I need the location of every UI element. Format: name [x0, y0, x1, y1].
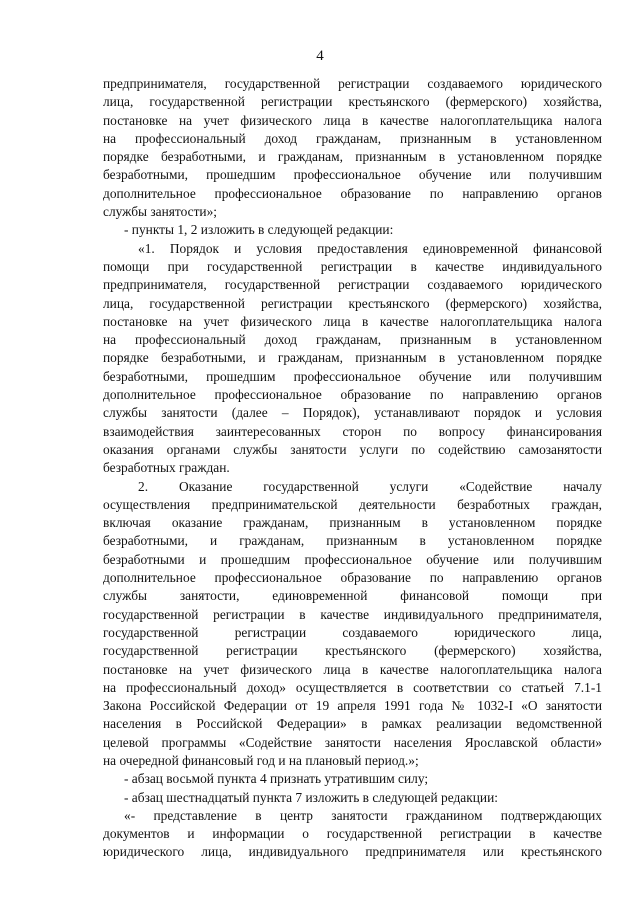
text-line: помощи при государственной регистрации в качестве индивидуального [103, 258, 602, 274]
text-line: «- представление в центр занятости гражданином подтверждающих [124, 807, 602, 823]
text-line: осуществления предпринимательской деятельности безработных граждан, [103, 496, 602, 512]
text-line: государственной регистрации в качестве индивидуального предпринимателя, [103, 606, 602, 622]
text-line: целевой программы «Содействие занятости населения Ярославской области» [103, 734, 602, 750]
text-line: - абзац шестнадцатый пункта 7 изложить в следующей редакции: [124, 789, 498, 805]
page-number: 4 [316, 48, 324, 64]
text-line: государственной регистрации создаваемого юридического лица, [103, 624, 602, 640]
text-line: безработными, и гражданам, признанным в установленном порядке [103, 533, 602, 549]
text-line: порядке безработными, и гражданам, признанным в установленном порядке [103, 350, 602, 366]
document-body [103, 75, 602, 862]
text-line: безработными и прошедшим профессиональное обучение или получившим [103, 551, 602, 567]
text-line: предпринимателя, государственной регистрации создаваемого юридического [103, 76, 602, 91]
text-line: безработными, прошедшим профессиональное обучение или получившим [103, 167, 602, 183]
text-line: службы занятости (далее – Порядок), устанавливают порядок и условия [103, 405, 602, 421]
text-line: на профессиональный доход гражданам, признанным в установленном [103, 130, 602, 146]
text-line: Закона Российской Федерации от 19 апреля 1991 года № 1032-I «О занятости [103, 698, 602, 714]
text-line: лица, государственной регистрации крестьянского (фермерского) хозяйства, [103, 94, 602, 110]
text-line: 2. Оказание государственной услуги «Содействие началу [138, 478, 602, 494]
text-line: - абзац восьмой пункта 4 признать утратившим силу; [124, 771, 429, 787]
text-line: службы занятости»; [103, 204, 218, 220]
text-line: дополнительное профессиональное образование по направлению органов [103, 570, 602, 586]
text-line: «1. Порядок и условия предоставления единовременной финансовой [138, 240, 602, 256]
text-line: службы занятости, единовременной финансовой помощи при [103, 588, 602, 604]
text-line: лица, государственной регистрации крестьянского (фермерского) хозяйства, [103, 295, 602, 311]
text-line: взаимодействия заинтересованных сторон по вопросу финансирования [103, 423, 602, 439]
text-line: на очередной финансовый год и на плановый период.»; [103, 752, 419, 768]
text-line: на профессиональный доход» осуществляется в соответствии со статьей 7.1-1 [103, 679, 602, 695]
text-line: оказания органами службы занятости услуги по содействию самозанятости [103, 441, 602, 457]
text-line: на профессиональный доход гражданам, признанным в установленном [103, 332, 602, 348]
text-line: дополнительное профессиональное образование по направлению органов [103, 387, 602, 403]
text-line: юридического лица, индивидуального предпринимателя или крестьянского [103, 844, 602, 860]
text-line: документов и информации о государственной регистрации в качестве [103, 826, 602, 842]
text-line: постановке на учет физического лица в качестве налогоплательщика налога [103, 661, 602, 677]
text-line: постановке на учет физического лица в качестве налогоплательщика налога [103, 313, 602, 329]
text-line: населения в Российской Федерации» в рамках реализации ведомственной [103, 716, 602, 732]
text-line: дополнительное профессиональное образование по направлению органов [103, 185, 602, 201]
text-line: безработных граждан. [103, 460, 230, 476]
text-line: включая оказание гражданам, признанным в установленном порядке [103, 515, 602, 531]
text-line: - пункты 1, 2 изложить в следующей редакции: [124, 222, 394, 238]
text-line: предпринимателя, государственной регистрации создаваемого юридического [103, 277, 602, 293]
text-line: порядке безработными, и гражданам, признанным в установленном порядке [103, 149, 602, 165]
text-line: государственной регистрации крестьянского (фермерского) хозяйства, [103, 643, 602, 659]
text-line: безработными, прошедшим профессиональное обучение или получившим [103, 368, 602, 384]
text-line: постановке на учет физического лица в качестве налогоплательщика налога [103, 112, 602, 128]
